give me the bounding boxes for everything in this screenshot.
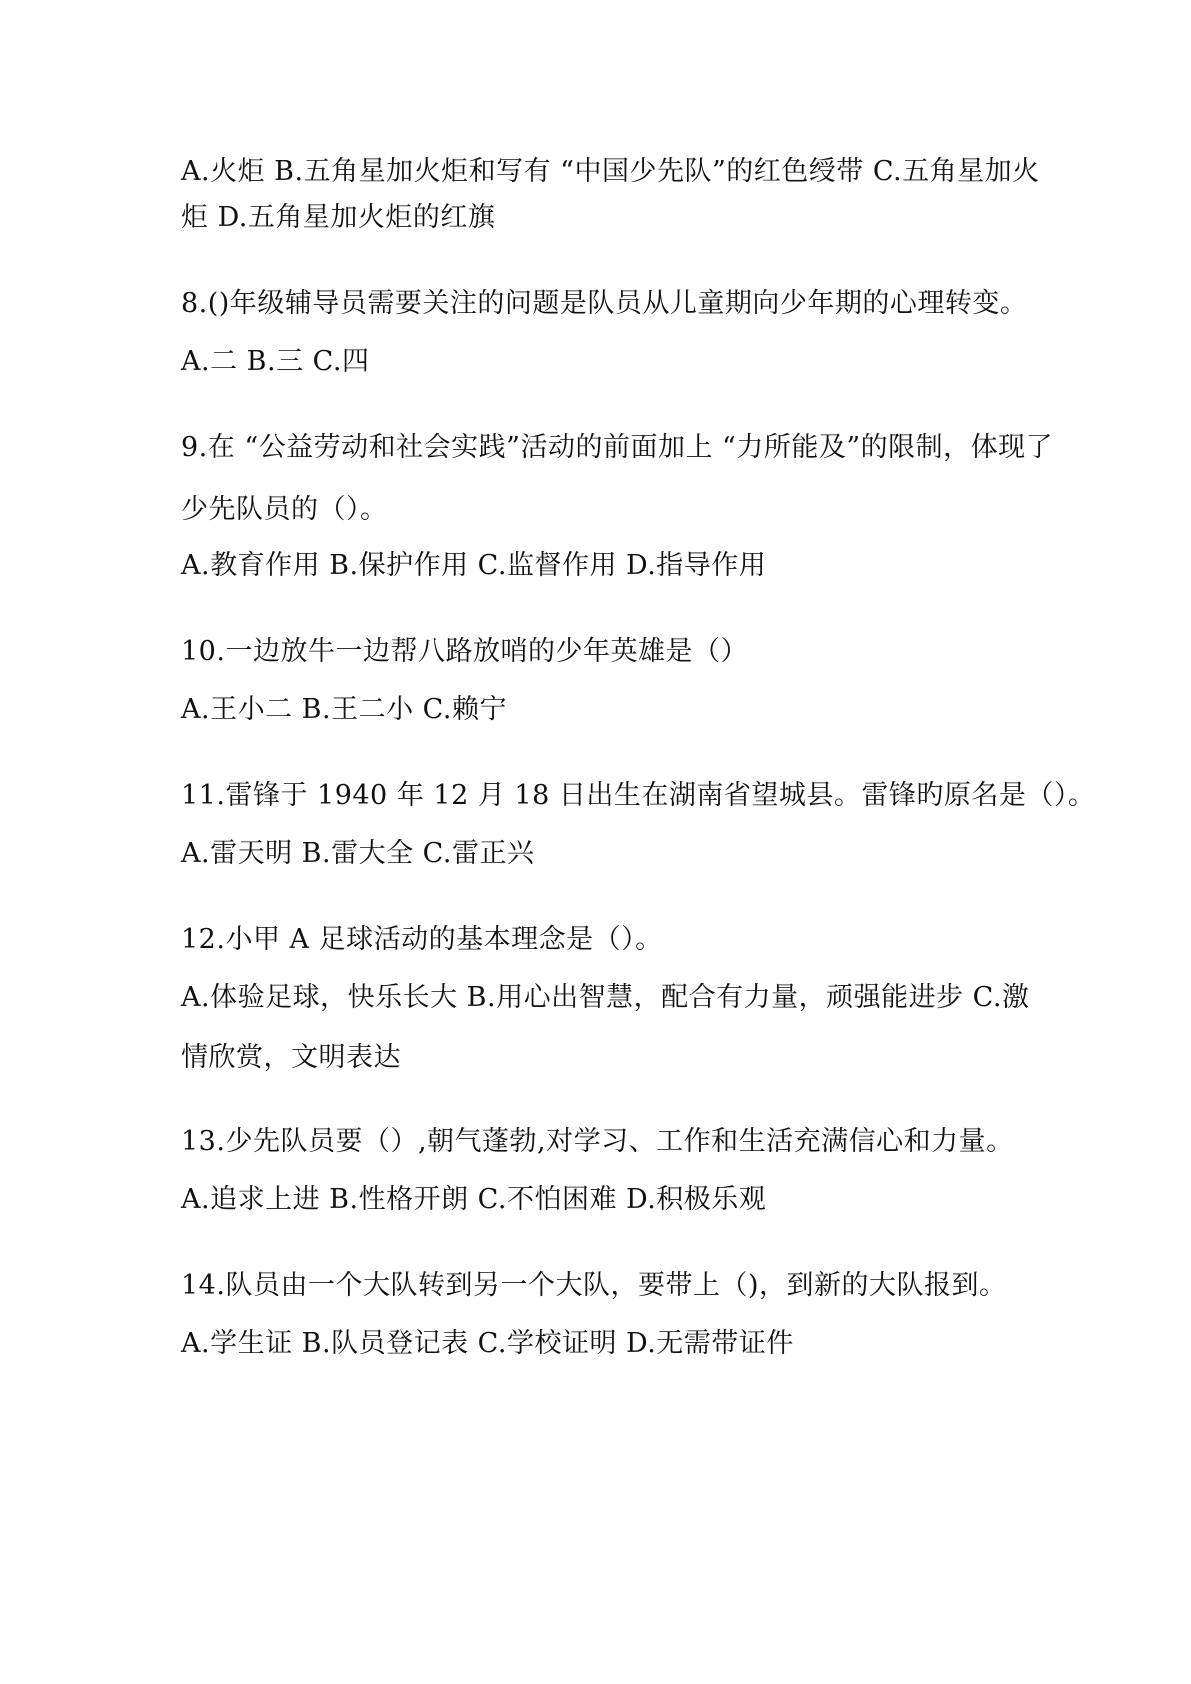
q9-question-line-1: 9.在 “公益劳动和社会实践”活动的前面加上 “力所能及”的限制，体现了: [181, 432, 1054, 463]
q11-question: 11.雷锋于 1940 年 12 月 18 日出生在湖南省望城县。雷锋旳原名是（）。: [181, 780, 1096, 811]
q12-options-line-2: 情欣赏，文明表达: [181, 1042, 401, 1073]
q9-question-line-2: 少先队员的（）。: [181, 494, 388, 525]
q14-options: A.学生证 B.队员登记表 C.学校证明 D.无需带证件: [181, 1328, 794, 1359]
q7-options-line-1: A.火炬 B.五角星加火炬和写有 “中国少先队”的红色绶带 C.五角星加火: [181, 156, 1040, 187]
q14-question: 14.队员由一个大队转到另一个大队，要带上（)，到新的大队报到。: [181, 1270, 1007, 1301]
q7-options-line-2: 炬 D.五角星加火炬的红旗: [181, 202, 496, 233]
q12-options-line-1: A.体验足球，快乐长大 B.用心出智慧，配合有力量，顽强能进步 C.激: [181, 982, 1030, 1013]
q11-options: A.雷天明 B.雷大全 C.雷正兴: [181, 838, 535, 869]
q8-question: 8.()年级辅导员需要关注的问题是队员从儿童期向少年期的心理转变。: [181, 288, 1028, 319]
q10-options: A.王小二 B.王二小 C.赖宁: [181, 694, 507, 725]
q10-question: 10.一边放牛一边帮八路放哨的少年英雄是（）: [181, 636, 748, 667]
q12-question: 12.小甲 A 足球活动的基本理念是（）。: [181, 924, 663, 955]
q8-options: A.二 B.三 C.四: [181, 346, 370, 377]
q13-options: A.追求上进 B.性格开朗 C.不怕困难 D.积极乐观: [181, 1184, 767, 1215]
q13-question: 13.少先队员要（）,朝气蓬勃,对学习、工作和生活充满信心和力量。: [181, 1126, 1014, 1157]
q9-options: A.教育作用 B.保护作用 C.监督作用 D.指导作用: [181, 550, 767, 581]
